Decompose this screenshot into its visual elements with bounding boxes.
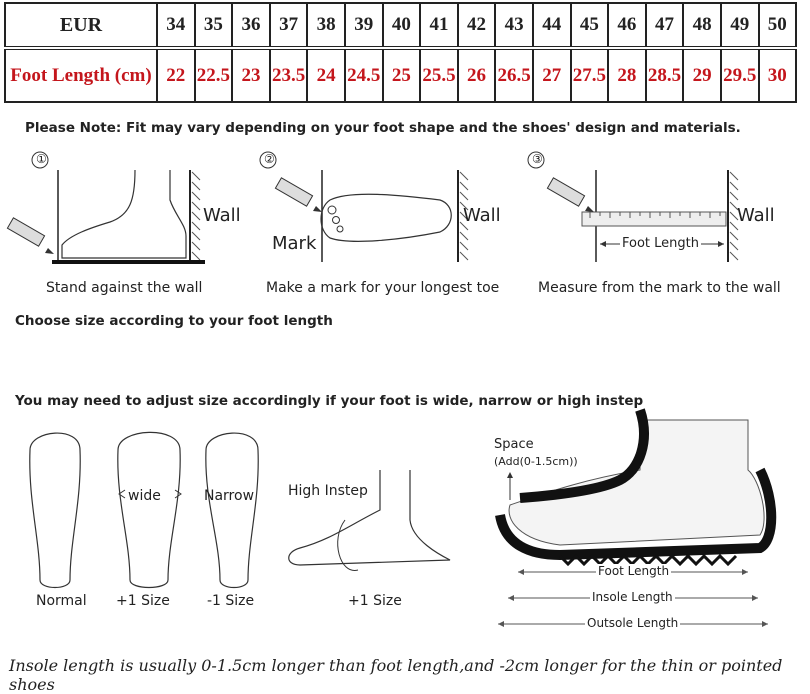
- narrow-label: Narrow: [204, 488, 255, 504]
- step3-number: ③: [532, 152, 543, 166]
- fit-note: Please Note: Fit may vary depending on your foot shape and the shoes' design and materials.: [25, 120, 741, 136]
- eur-size-cell: 39: [345, 3, 383, 48]
- outsole-length-label: Outsole Length: [587, 616, 679, 630]
- step2-toe: [333, 217, 340, 224]
- step3-wall-label: Wall: [737, 205, 775, 226]
- step1-foot: [62, 170, 186, 258]
- step3-caption: Measure from the mark to the wall: [538, 280, 781, 296]
- step1-number: ①: [36, 152, 47, 166]
- high-instep-caption: +1 Size: [348, 593, 402, 609]
- foot-length-cell: 23.5: [270, 48, 308, 102]
- eur-size-cell: 36: [232, 3, 270, 48]
- eur-size-cell: 47: [646, 3, 684, 48]
- step1-caption: Stand against the wall: [46, 280, 203, 296]
- foot-length-cell: 27: [533, 48, 571, 102]
- eur-size-cell: 50: [759, 3, 797, 48]
- foot-length-cell: 29: [683, 48, 721, 102]
- step1-wall-label: Wall: [203, 205, 241, 226]
- eur-size-cell: 34: [157, 3, 195, 48]
- eur-size-cell: 40: [383, 3, 421, 48]
- foot-length-cell: 30: [759, 48, 797, 102]
- step3-foot-length-label: Foot Length: [622, 236, 699, 251]
- insole-length-label: Insole Length: [592, 590, 673, 604]
- step2-foot: [321, 194, 451, 241]
- adjust-size-text: You may need to adjust size accordingly if your foot is wide, narrow or high instep: [15, 393, 644, 409]
- choose-size-text: Choose size according to your foot length: [15, 313, 333, 329]
- foot-length-cell: 23: [232, 48, 270, 102]
- step1-wall-hatch: [192, 172, 200, 260]
- wide-label: wide: [128, 488, 161, 504]
- eur-size-cell: 43: [495, 3, 533, 48]
- eur-size-cell: 46: [608, 3, 646, 48]
- space-title: Space: [494, 437, 534, 452]
- step2-toe: [337, 226, 343, 232]
- shoe-foot: [509, 420, 764, 545]
- narrow-caption: -1 Size: [207, 593, 255, 609]
- foot-wide: [118, 432, 181, 587]
- foot-length-cell: 22.5: [195, 48, 233, 102]
- foot-length-label: Foot Length: [598, 564, 670, 578]
- foot-length-cell: 26: [458, 48, 496, 102]
- foot-length-cell: 25.5: [420, 48, 458, 102]
- foot-length-cell: 28: [608, 48, 646, 102]
- step2-wall-label: Wall: [463, 205, 501, 226]
- eur-size-cell: 37: [270, 3, 308, 48]
- wide-caption: +1 Size: [116, 593, 170, 609]
- step2-caption: Make a mark for your longest toe: [266, 280, 500, 296]
- foot-normal: [30, 433, 80, 587]
- foot-length-cell: 22: [157, 48, 195, 102]
- eur-size-cell: 48: [683, 3, 721, 48]
- eur-size-cell: 42: [458, 3, 496, 48]
- eur-size-cell: 44: [533, 3, 571, 48]
- eur-size-cell: 35: [195, 3, 233, 48]
- foot-length-cell: 25: [383, 48, 421, 102]
- eur-size-cell: 45: [571, 3, 609, 48]
- foot-length-cell: 29.5: [721, 48, 759, 102]
- foot-length-header: Foot Length (cm): [5, 48, 157, 102]
- pencil-icon: [547, 178, 594, 212]
- eur-size-cell: 49: [721, 3, 759, 48]
- foot-length-cell: 24.5: [345, 48, 383, 102]
- normal-caption: Normal: [36, 593, 87, 609]
- foot-narrow: [206, 433, 258, 587]
- step2-mark-label: Mark: [272, 233, 317, 254]
- pencil-icon: [7, 218, 54, 254]
- space-detail: (Add(0-1.5cm)): [494, 455, 578, 468]
- foot-length-cell: 24: [307, 48, 345, 102]
- eur-size-cell: 41: [420, 3, 458, 48]
- foot-length-cell: 26.5: [495, 48, 533, 102]
- ruler: [582, 212, 726, 226]
- step2-toe: [328, 206, 336, 214]
- eur-size-cell: 38: [307, 3, 345, 48]
- footer-note: Insole length is usually 0-1.5cm longer than foot length,and -2cm longer for the thin or pointed shoes: [9, 656, 783, 694]
- pencil-icon: [275, 178, 322, 212]
- step1-illustration: [7, 152, 205, 262]
- foot-length-cell: 28.5: [646, 48, 684, 102]
- step2-number: ②: [264, 152, 275, 166]
- eur-header: EUR: [5, 3, 157, 48]
- high-instep-label: High Instep: [288, 483, 368, 499]
- foot-length-cell: 27.5: [571, 48, 609, 102]
